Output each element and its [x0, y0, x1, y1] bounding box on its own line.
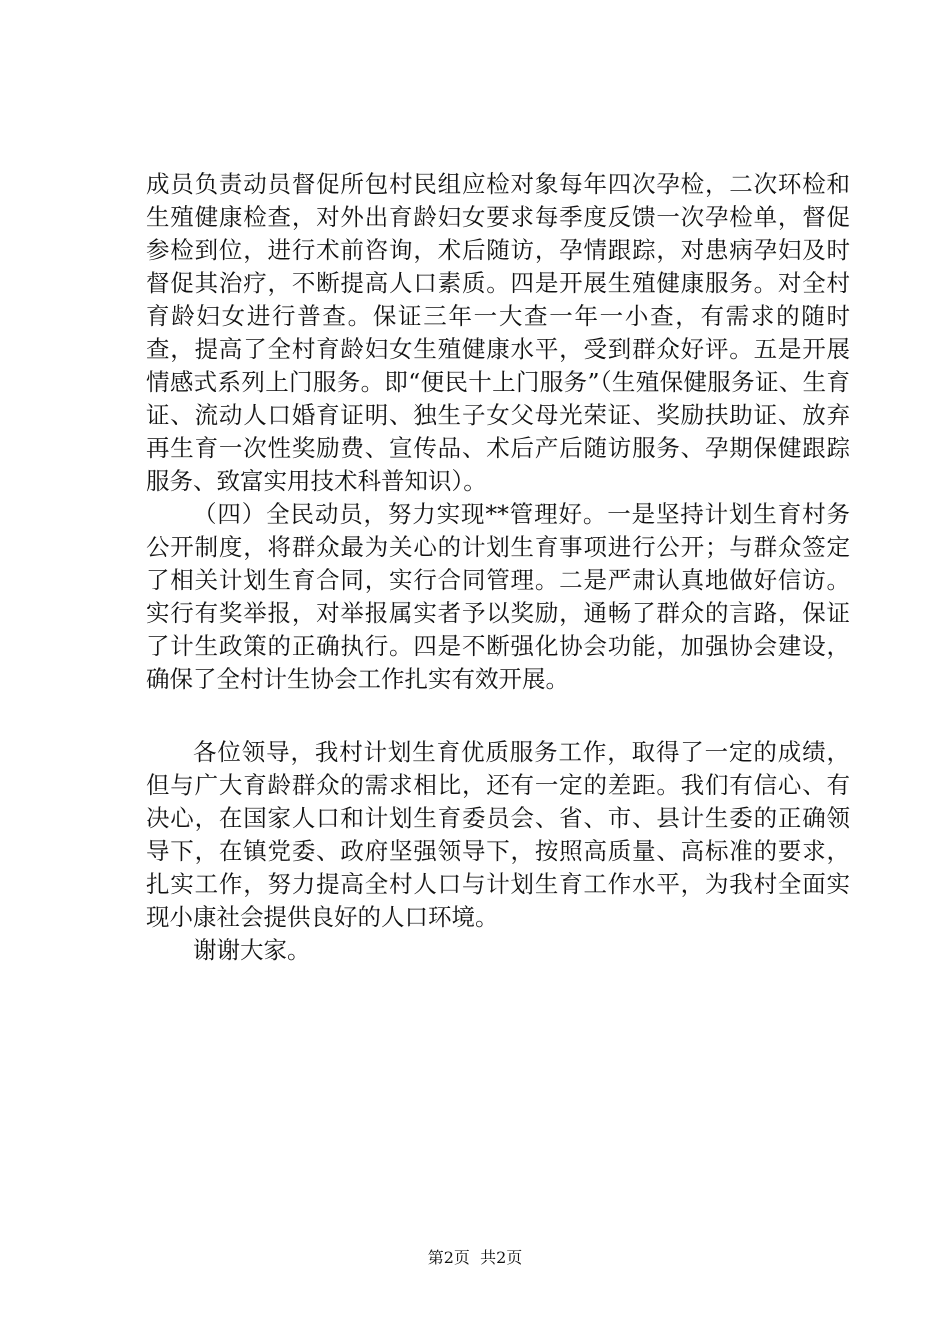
- document-body: [146, 168, 850, 967]
- page-number-label: 第2页 共2页: [427, 1248, 523, 1267]
- paragraph-spacer: [146, 696, 850, 736]
- page-footer: [0, 1247, 950, 1269]
- paragraph-closing-remarks: 各位领导，我村计划生育优质服务工作，取得了一定的成绩，但与广大育龄群众的需求相比，还有一定的差距。我们有信心、有决心，在国家人口和计划生育委员会、省、市、县计生委的正确领导下，在镇党委、政府坚强领导下，按照高质量、高标准的要求，扎实工作，努力提高全村人口与计划生育工作水平，为我村全面实现小康社会提供良好的人口环境。: [146, 738, 850, 931]
- paragraph-continuation: 成员负责动员督促所包村民组应检对象每年四次孕检，二次环检和生殖健康检查，对外出育龄妇女要求每季度反馈一次孕检单，督促参检到位，进行术前咨询，术后随访，孕情跟踪，对患病孕妇及时督促其治疗，不断提高人口素质。四是开展生殖健康服务。对全村育龄妇女进行普查。保证三年一大查一年一小查，有需求的随时查，提高了全村育龄妇女生殖健康水平，受到群众好评。五是开展情感式系列上门服务。即“便民十上门服务”（生殖保健服务证、生育证、流动人口婚育证明、独生子女父母光荣证、奖励扶助证、放弃再生育一次性奖励费、宣传品、术后产后随访服务、孕期保健跟踪服务、致富实用技术科普知识）。: [146, 170, 850, 495]
- paragraph-section-four: （四）全民动员，努力实现**管理好。一是坚持计划生育村务公开制度，将群众最为关心的计划生育事项进行公开；与群众签定了相关计划生育合同，实行合同管理。二是严肃认真地做好信访。实行有奖举报，对举报属实者予以奖励，通畅了群众的言路，保证了计生政策的正确执行。四是不断强化协会功能，加强协会建设，确保了全村计生协会工作扎实有效开展。: [146, 500, 850, 693]
- paragraph-thanks: 谢谢大家。: [193, 936, 311, 964]
